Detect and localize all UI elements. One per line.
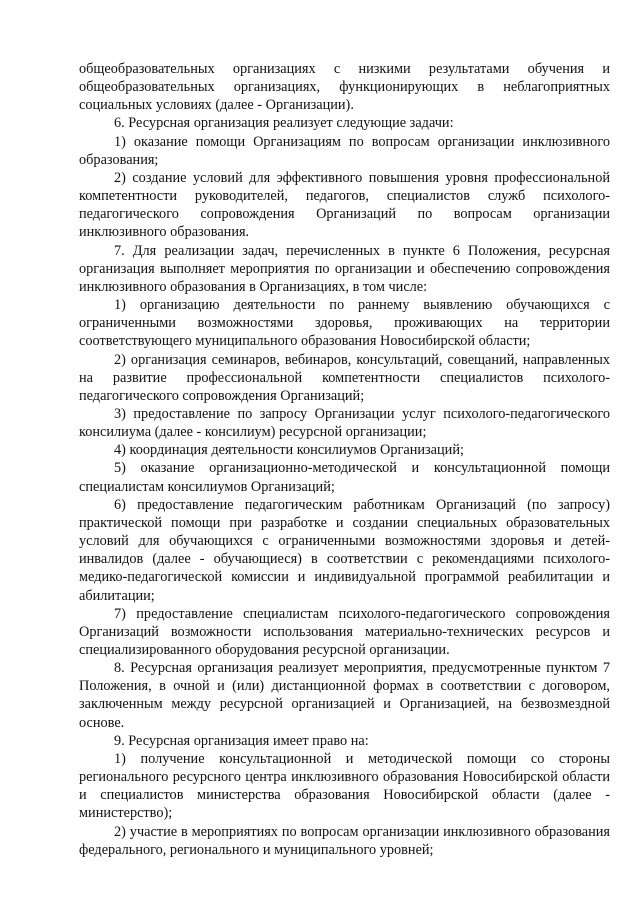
paragraph-activity-6: 6) предоставление педагогическим работникам Организаций (по запросу) практической помощи при разработке и создании специальных образовательных условий для обучающихся с ограниченными возможностями здоровья и детей-инвалидов (далее - обучающиеся) в соответствии с рекомендациями психолого-медико-педагогической комиссии и индивидуальной программой реабилитации и абилитации; [79, 496, 610, 604]
paragraph-item-8: 8. Ресурсная организация реализует мероприятия, предусмотренные пунктом 7 Положения, в очной и (или) дистанционной формах в соответствии с договором, заключенным между ресурсной организацией и Организацией, на безвозмездной основе. [79, 660, 610, 731]
paragraph-intro: общеобразовательных организациях с низкими результатами обучения и общеобразовательных организациях, функционирующих в неблагоприятных социальных условиях (далее - Организации). [79, 61, 610, 114]
paragraph-activity-5: 5) оказание организационно-методической и консультационной помощи специалистам консилиумов Организаций; [79, 460, 610, 495]
paragraph-item-7: 7. Для реализации задач, перечисленных в пункте 6 Положения, ресурсная организация выполняет мероприятия по организации и обеспечению сопровождения инклюзивного образования в Организациях, в том числе: [79, 242, 610, 295]
paragraph-task-2: 2) создание условий для эффективного повышения уровня профессиональной компетентности руководителей, педагогов, специалистов служб психолого-педагогического сопровождения Организаций по вопросам организации инклюзивного образования. [79, 169, 610, 241]
paragraph-right-2: 2) участие в мероприятиях по вопросам организации инклюзивного образования федерального, регионального и муниципального уровней; [79, 823, 610, 858]
paragraph-activity-1: 1) организацию деятельности по раннему выявлению обучающихся с ограниченными возможностями здоровья, проживающих на территории соответствующего муниципального образования Новосибирской области; [79, 297, 610, 350]
paragraph-item-6: 6. Ресурсная организация реализует следующие задачи: [114, 115, 454, 132]
paragraph-activity-7: 7) предоставление специалистам психолого-педагогического сопровождения Организаций возможности использования материально-технических ресурсов и специализированного оборудования ресурсной организации. [79, 605, 610, 658]
paragraph-task-1: 1) оказание помощи Организациям по вопросам организации инклюзивного образования; [79, 133, 610, 168]
paragraph-right-1: 1) получение консультационной и методической помощи со стороны регионального ресурсного центра инклюзивного образования Новосибирской области и специалистов министерства образования Новосибирской области (далее - министерство); [79, 750, 610, 822]
paragraph-activity-2: 2) организация семинаров, вебинаров, консультаций, совещаний, направленных на развитие профессиональной компетентности специалистов психолого-педагогического сопровождения Организаций; [79, 351, 610, 404]
document-page [79, 60, 610, 859]
paragraph-activity-3: 3) предоставление по запросу Организации услуг психолого-педагогического консилиума (далее - консилиум) ресурсной организации; [79, 405, 610, 441]
paragraph-item-9: 9. Ресурсная организация имеет право на: [114, 732, 369, 749]
paragraph-activity-4: 4) координация деятельности консилиумов Организаций; [114, 442, 464, 459]
